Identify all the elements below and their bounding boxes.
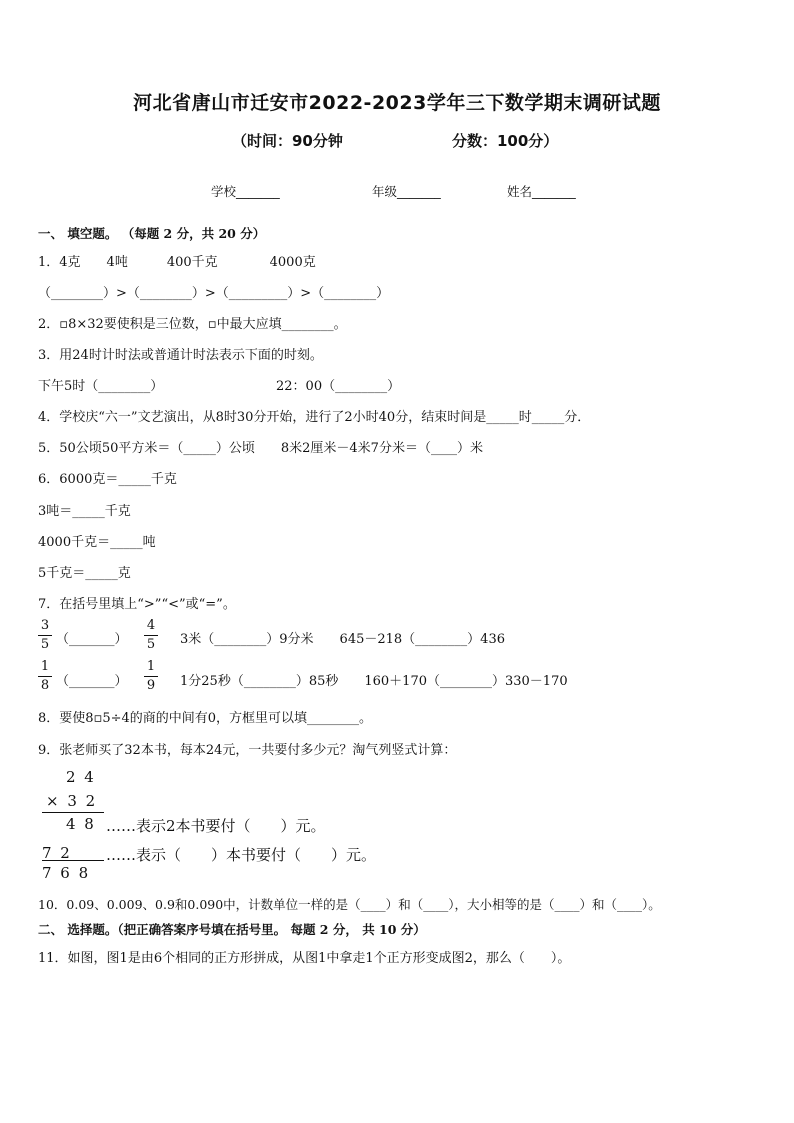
q1-items: 1．4克 4吨 400千克 4000克 xyxy=(38,255,316,270)
numerator: 4 xyxy=(146,618,156,633)
denominator: 5 xyxy=(146,637,156,652)
numerator: 3 xyxy=(40,618,50,633)
fraction-bar xyxy=(144,635,158,636)
vm-partial-2: 7 2 xyxy=(42,844,72,862)
q2-text: 2．▫8×32要使积是三位数，▫中最大应填________。 xyxy=(38,317,347,332)
q3-text: 3．用24时计时法或普通计时法表示下面的时刻。 xyxy=(38,348,323,363)
section-1-heading: 一、 填空题。 （每题 2 分，共 20 分） xyxy=(38,226,266,241)
q6-c: 4000千克＝_____吨 xyxy=(38,535,156,550)
q6-b: 3吨＝_____千克 xyxy=(38,504,131,519)
vm-multiplicand: 2 4 xyxy=(66,768,96,786)
vm-result: 7 6 8 xyxy=(42,864,91,882)
vm-partial-2-note: ……表示（ ）本书要付（ ）元。 xyxy=(106,846,377,864)
fraction-bar xyxy=(38,635,52,636)
q3-left: 下午5时（________） xyxy=(38,379,164,394)
name-field: 姓名_______ xyxy=(507,184,576,199)
fraction-1-9 xyxy=(144,659,158,694)
exam-time: （时间：90分钟 xyxy=(232,132,343,150)
school-field: 学校_______ xyxy=(211,184,280,199)
q11-text: 11．如图，图1是由6个相同的正方形拼成，从图1中拿走1个正方形变成图2，那么（ ）。 xyxy=(38,951,571,966)
vm-line-2 xyxy=(42,860,104,861)
vm-partial-1: 4 8 xyxy=(66,815,96,833)
q7-blank-1: （_______） xyxy=(56,632,128,647)
q6-d: 5千克＝_____克 xyxy=(38,566,131,581)
vm-multiplier: × 3 2 xyxy=(46,792,98,810)
q9-text: 9．张老师买了32本书，每本24元，一共要付多少元？淘气列竖式计算： xyxy=(38,743,457,758)
fraction-3-5 xyxy=(38,618,52,653)
q7-row2-rest: 1分25秒（________）85秒 160＋170（________）330－170 xyxy=(180,674,568,689)
q4-text: 4．学校庆“六一”文艺演出，从8时30分开始，进行了2小时40分，结束时间是_____时_____分． xyxy=(38,410,591,425)
numerator: 1 xyxy=(146,659,156,674)
vm-line-1 xyxy=(42,812,104,813)
exam-score: 分数：100分） xyxy=(452,132,559,150)
denominator: 5 xyxy=(40,637,50,652)
q3-right: 22：00（________） xyxy=(276,379,401,394)
q7-row1-rest: 3米（________）9分米 645－218（________）436 xyxy=(180,632,505,647)
fraction-4-5 xyxy=(144,618,158,653)
page-title: 河北省唐山市迁安市2022-2023学年三下数学期末调研试题 xyxy=(133,92,661,114)
numerator: 1 xyxy=(40,659,50,674)
denominator: 8 xyxy=(40,678,50,693)
vm-partial-1-note: ……表示2本书要付（ ）元。 xyxy=(106,817,326,835)
q8-text: 8．要使8▫5÷4的商的中间有0，方框里可以填________。 xyxy=(38,711,373,726)
q6-a: 6．6000克＝_____千克 xyxy=(38,472,177,487)
q7-blank-2: （_______） xyxy=(56,674,128,689)
denominator: 9 xyxy=(146,678,156,693)
q7-text: 7．在括号里填上“>”“<”或“=”。 xyxy=(38,597,236,612)
grade-field: 年级_______ xyxy=(372,184,441,199)
q5-text: 5．50公顷50平方米＝（_____）公顷 8米2厘米－4米7分米＝（____）米 xyxy=(38,441,483,456)
fraction-1-8 xyxy=(38,659,52,694)
q1-blanks: （________）>（________）>（_________）>（________） xyxy=(38,286,390,301)
fraction-bar xyxy=(144,676,158,677)
section-2-heading: 二、 选择题。（把正确答案序号填在括号里。 每题 2 分， 共 10 分） xyxy=(38,922,426,937)
fraction-bar xyxy=(38,676,52,677)
q10-text: 10．0.09、0.009、0.9和0.090中，计数单位一样的是（____）和（____），大小相等的是（____）和（____）。 xyxy=(38,897,661,912)
